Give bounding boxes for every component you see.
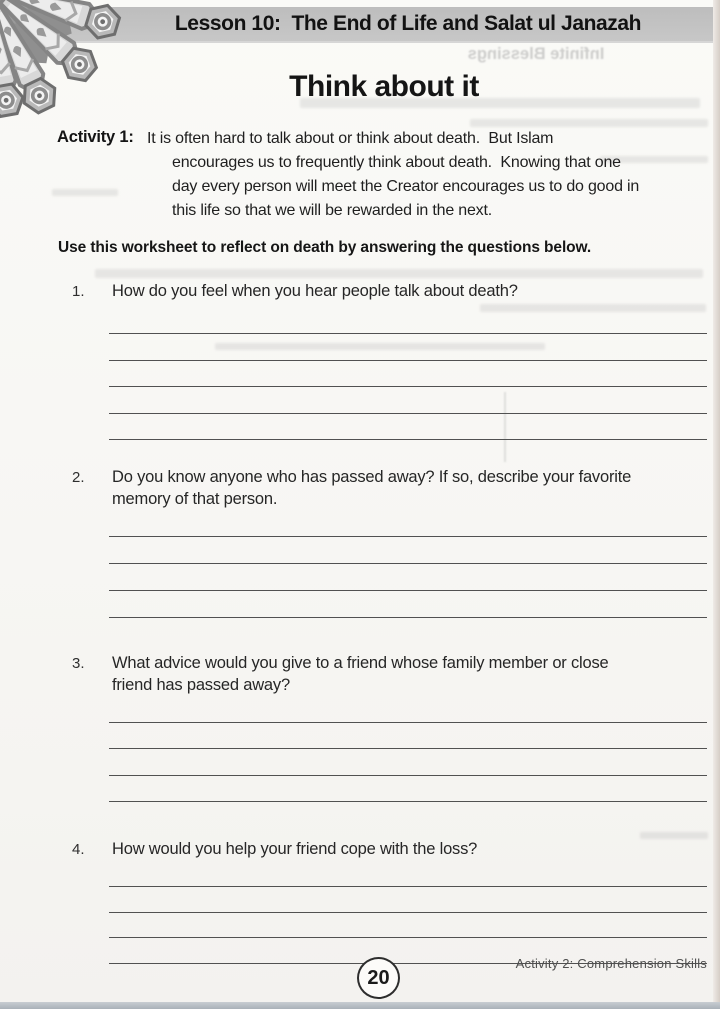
answer-line xyxy=(109,749,707,776)
question-head xyxy=(72,653,720,696)
activity-text-line: It is often hard to talk about or think about death. But Islam xyxy=(147,130,554,147)
question-number: 3. xyxy=(72,655,85,672)
question-number: 2. xyxy=(72,469,85,486)
question-head xyxy=(72,839,720,861)
activity-text xyxy=(147,127,677,223)
answer-line xyxy=(109,887,707,913)
worksheet-instruction: Use this worksheet to reflect on death by answering the questions below. xyxy=(58,239,592,256)
answer-line xyxy=(109,387,707,414)
bleed-through-line xyxy=(95,269,703,278)
answer-lines xyxy=(109,696,707,802)
answer-line xyxy=(109,591,707,618)
answer-lines xyxy=(109,510,707,618)
question-head xyxy=(72,281,720,303)
answer-line xyxy=(109,308,707,335)
answer-line xyxy=(109,776,707,803)
answer-line xyxy=(109,361,707,388)
questions-list xyxy=(0,281,720,964)
activity-label: Activity 1: xyxy=(57,128,134,146)
question-block xyxy=(0,653,720,802)
bleed-through-title: Infinite Blessings xyxy=(467,45,605,63)
scan-edge-right xyxy=(713,0,720,1009)
corner-arabesque-ornament xyxy=(0,0,152,148)
page-number: 20 xyxy=(367,966,390,989)
answer-line xyxy=(109,723,707,750)
question-text: What advice would you give to a friend whose family member or close friend has passed away? xyxy=(112,654,609,694)
footer-note: Activity 2: Comprehension Skills xyxy=(515,956,707,971)
scan-edge-bottom xyxy=(0,1002,720,1009)
question-block xyxy=(0,467,720,618)
answer-line xyxy=(109,537,707,564)
activity-text-line: day every person will meet the Creator encourages us to do good in xyxy=(172,178,640,195)
answer-line xyxy=(109,913,707,939)
question-block xyxy=(0,839,720,964)
question-text: Do you know anyone who has passed away? If so, describe your favorite memory of that person. xyxy=(112,468,632,508)
answer-line xyxy=(109,510,707,537)
page-number-badge xyxy=(357,957,400,999)
answer-line xyxy=(109,564,707,591)
question-number: 1. xyxy=(72,283,85,300)
question-number: 4. xyxy=(72,841,85,858)
question-text: How do you feel when you hear people talk about death? xyxy=(112,282,518,300)
question-head xyxy=(72,467,720,510)
activity-text-line: encourages us to frequently think about death. Knowing that one xyxy=(172,154,621,171)
bleed-through-line xyxy=(470,119,708,127)
question-text: How would you help your friend cope with the loss? xyxy=(112,840,478,858)
lesson-title: Lesson 10: The End of Life and Salat ul Janazah xyxy=(174,12,642,35)
answer-lines xyxy=(109,862,707,964)
answer-line xyxy=(109,862,707,888)
question-block xyxy=(0,281,720,440)
activity-text-line: this life so that we will be rewarded in the next. xyxy=(172,202,492,219)
answer-line xyxy=(109,696,707,723)
answer-line xyxy=(109,334,707,361)
answer-line xyxy=(109,414,707,441)
section-title: Think about it xyxy=(289,70,479,103)
answer-lines xyxy=(109,308,707,441)
